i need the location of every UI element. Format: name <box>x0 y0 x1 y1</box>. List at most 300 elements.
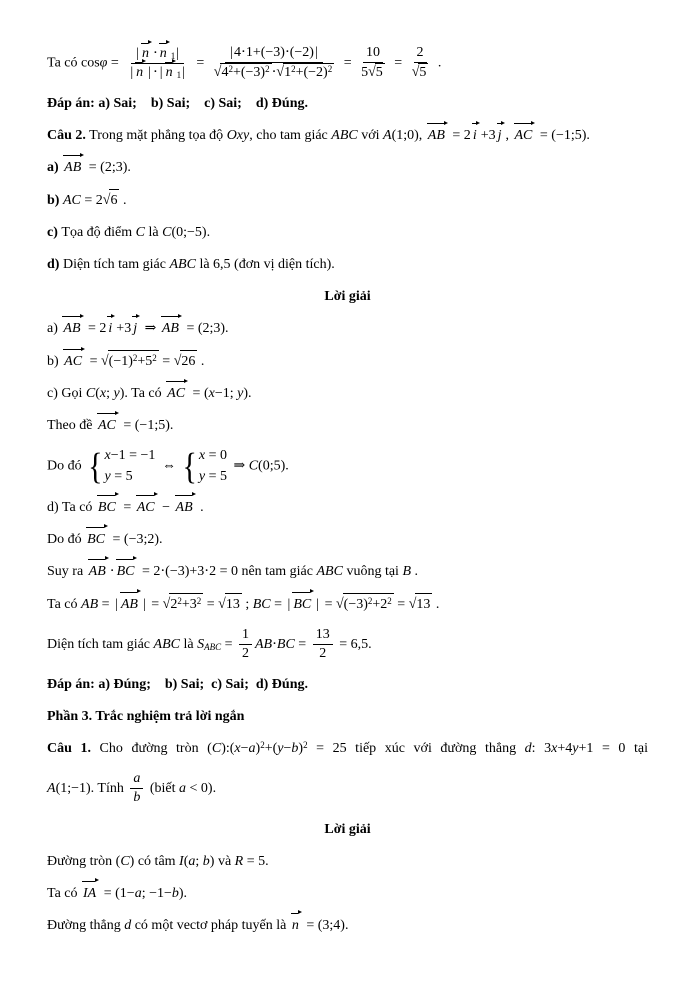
text-run: − <box>158 499 174 515</box>
square-root <box>412 65 429 80</box>
math-variable: A <box>47 781 56 797</box>
text-run: ⇔ <box>158 458 180 474</box>
fraction <box>130 770 143 807</box>
bold-text: Lời giải <box>324 821 371 837</box>
subscript <box>204 642 221 652</box>
math-variable: I <box>179 853 184 869</box>
text-run: = 2 <box>80 193 103 209</box>
text-run: . <box>432 596 440 612</box>
vector-AB: AB <box>88 561 108 582</box>
math-variable: ABC <box>153 636 180 652</box>
text-run: = <box>98 596 114 612</box>
text-run: , <box>505 128 513 144</box>
text-run: . <box>434 55 442 71</box>
superscript: 2 <box>367 595 373 606</box>
math-variable: C <box>211 741 222 757</box>
text-run: ; <box>195 853 203 869</box>
text-run: Diện tích tam giác <box>47 636 154 652</box>
vector-AB: AB <box>120 594 140 615</box>
text-run: 2 <box>319 645 327 661</box>
text-run: +3 <box>181 596 197 612</box>
text-run: . <box>197 354 205 370</box>
equation-system <box>182 447 227 485</box>
math-variable: ABC <box>204 641 222 652</box>
vector-AC: AC <box>63 351 84 372</box>
fraction <box>239 626 252 663</box>
text-run: ( <box>95 386 100 402</box>
text-run: Cho đường tròn ( <box>90 741 212 757</box>
vector-AC: AC <box>514 125 535 146</box>
superscript: 2 <box>387 595 392 606</box>
solution-dot-product <box>47 561 648 582</box>
radicand <box>415 593 432 615</box>
square-root <box>368 65 385 80</box>
math-variable: a <box>133 771 141 787</box>
text-run: +3 <box>116 321 132 337</box>
text-run: = <box>203 596 219 612</box>
text-run: = 25 tiếp xúc với đường thẳng <box>307 741 525 757</box>
denominator <box>358 63 388 82</box>
square-root <box>218 597 242 612</box>
text-run: = <box>390 55 406 71</box>
text-run: (0;5). <box>258 458 289 474</box>
text-run: ) <box>255 741 261 757</box>
answer-previous-question <box>47 93 648 114</box>
fraction <box>358 44 388 82</box>
text-run: = (2;3). <box>182 321 229 337</box>
text-run: ⋅ <box>271 65 277 81</box>
solution-b <box>47 350 648 372</box>
bold-text: a) <box>47 160 63 176</box>
text-run: b) <box>47 354 63 370</box>
superscript: 2 <box>132 353 138 364</box>
square-root <box>101 354 159 369</box>
text-run: với <box>357 128 384 144</box>
text-run: 5 <box>361 65 369 81</box>
fraction <box>125 45 190 82</box>
text-run: = <box>107 55 123 71</box>
vector-BC: BC <box>116 561 137 582</box>
fraction <box>211 44 337 82</box>
math-variable: R <box>234 853 244 869</box>
text-run: +(−3) <box>232 65 266 81</box>
math-variable: C <box>85 386 96 402</box>
radical-sign-icon: √ <box>368 64 376 81</box>
numerator <box>313 626 333 645</box>
denominator <box>409 63 432 82</box>
bold-text: c) <box>47 225 62 241</box>
math-variable: a <box>134 885 142 901</box>
text-run: ) có tâm <box>129 853 180 869</box>
text-run: Diện tích tam giác <box>62 257 170 273</box>
superscript: 2 <box>291 64 296 75</box>
system-row <box>199 468 227 486</box>
vector-n: n <box>159 45 169 63</box>
square-root <box>276 65 334 80</box>
vector-BC: BC <box>292 594 313 615</box>
system-rows <box>199 447 227 485</box>
vector-n: n <box>165 64 175 82</box>
text-run: ):( <box>221 741 235 757</box>
math-variable: y <box>104 468 111 484</box>
solution-normal-vector <box>47 915 648 936</box>
vector-j: j <box>497 125 504 146</box>
text-run: ). <box>178 885 188 901</box>
text-run: có một vectơ pháp tuyến là <box>131 917 290 933</box>
text-run: +(−2) <box>295 65 328 81</box>
absolute-value <box>113 594 148 615</box>
math-variable: y <box>113 386 120 402</box>
vector-n: n <box>135 64 145 82</box>
math-variable: x <box>551 741 558 757</box>
square-root <box>163 597 204 612</box>
text-run: −1; <box>214 386 238 402</box>
vector-BC: BC <box>97 497 118 518</box>
math-variable: C <box>162 225 172 241</box>
math-variable: a <box>248 741 256 757</box>
text-run: = <box>158 354 174 370</box>
text-run: 4⋅1+(−3)⋅(−2) <box>234 45 314 60</box>
radical-sign-icon: √ <box>408 596 417 613</box>
math-variable: x <box>208 386 215 402</box>
text-run: Do đó <box>47 531 86 547</box>
math-variable: b <box>291 741 299 757</box>
math-variable: b <box>202 853 210 869</box>
math-variable: Oxy <box>226 128 250 144</box>
text-run: a) <box>47 321 62 337</box>
text-run: ⋅ <box>272 636 277 652</box>
text-run: Đường tròn ( <box>47 853 121 869</box>
equation-system <box>88 447 155 485</box>
math-variable: b <box>133 790 141 806</box>
math-variable: ABC <box>331 128 358 144</box>
radicand <box>220 63 271 82</box>
fraction <box>409 44 432 82</box>
math-variable: AC <box>62 193 81 209</box>
text-run: ; −1− <box>141 885 172 901</box>
radical-sign-icon: √ <box>173 354 182 370</box>
square-root <box>174 354 198 369</box>
text-run: (1;−1). Tính <box>55 781 128 797</box>
bold-text: Câu 2. <box>47 128 86 144</box>
square-root <box>103 193 120 208</box>
radical-sign-icon: √ <box>276 64 285 81</box>
vector-i: i <box>472 125 479 146</box>
text-run: ⋅ <box>152 45 158 61</box>
text-run: 5 <box>419 65 427 81</box>
text-run: = <box>221 636 236 652</box>
text-run: ⇒ <box>229 458 249 474</box>
text-run: ) và <box>209 853 235 869</box>
vector-AC: AC <box>136 497 157 518</box>
radicand <box>225 593 242 615</box>
vector-AC: AC <box>97 415 118 436</box>
bold-text: Lời giải <box>324 289 371 305</box>
math-variable: A <box>383 128 392 144</box>
math-variable: C <box>120 853 130 869</box>
text-run: (−1) <box>108 354 133 370</box>
text-run: ( <box>183 853 189 869</box>
solution-circle-center <box>47 851 648 872</box>
text-run: = <box>119 499 135 515</box>
text-run: ⋅ <box>152 64 158 80</box>
bold-text: Đáp án: a) Đúng; b) Sai; c) Sai; d) Đúng. <box>47 677 308 693</box>
solution-c <box>47 383 648 404</box>
text-run: (−3) <box>343 596 368 612</box>
radical-sign-icon: √ <box>218 596 226 613</box>
text-run: là <box>145 225 163 241</box>
text-run: 26 <box>181 354 196 370</box>
system-rows <box>105 447 156 485</box>
text-run: = 2 <box>448 128 471 144</box>
formula-cos-phi <box>47 44 648 82</box>
math-variable: y <box>277 741 284 757</box>
subscript: 1 <box>176 69 182 80</box>
bold-text: Câu 1. <box>47 741 91 757</box>
radicand <box>169 593 203 615</box>
math-variable: y <box>198 468 206 484</box>
text-run: ⋅ <box>109 563 115 579</box>
square-root <box>214 65 272 80</box>
text-run: Ta có cos <box>47 55 100 71</box>
math-variable: BC <box>276 636 295 652</box>
text-run: = (−1;5). <box>119 418 174 434</box>
text-run: = 2⋅(−3)+3⋅2 = 0 nên tam giác <box>138 563 317 579</box>
vector-AB: AB <box>161 318 181 339</box>
text-run: −1 = −1 <box>110 448 156 464</box>
text-run: = ( <box>189 386 209 402</box>
text-run: 2 <box>170 596 178 612</box>
absolute-value <box>286 594 322 615</box>
text-run: = <box>393 596 409 612</box>
math-variable: y <box>572 741 579 757</box>
math-variable: AB <box>81 596 99 612</box>
square-root <box>336 597 394 612</box>
text-run: ) <box>298 741 304 757</box>
text-run: − <box>283 741 292 757</box>
text-run: vuông tại <box>342 563 403 579</box>
numerator <box>239 626 252 645</box>
radical-sign-icon: √ <box>100 354 109 370</box>
bold-text: d) <box>47 257 63 273</box>
text-run: Theo đề <box>47 418 96 434</box>
math-variable: BC <box>252 596 271 612</box>
math-variable: AB <box>255 636 273 652</box>
math-variable: x <box>234 741 241 757</box>
text-run: = 6,5. <box>335 636 372 652</box>
text-run: Do đó <box>47 458 86 474</box>
denominator <box>239 645 252 663</box>
vector-j: j <box>132 318 139 339</box>
numerator <box>363 44 383 63</box>
math-variable: d <box>524 741 532 757</box>
radical-sign-icon: √ <box>335 596 344 613</box>
radical-sign-icon: √ <box>213 64 222 81</box>
text-run: = (3;4). <box>302 917 349 933</box>
bold-text: b) <box>47 193 63 209</box>
math-variable: B <box>402 563 411 579</box>
math-variable: x <box>198 448 206 464</box>
text-run: , cho tam giác <box>249 128 332 144</box>
text-run: d) Ta có <box>47 499 96 515</box>
text-run: = 5. <box>243 853 269 869</box>
text-run: 1 <box>284 65 292 81</box>
fraction <box>313 626 333 663</box>
math-variable: y <box>237 386 244 402</box>
text-run: = 2 <box>84 321 107 337</box>
text-run: = (−1;5). <box>536 128 590 144</box>
radicand <box>109 189 119 211</box>
text-run: = (2;3). <box>85 160 131 176</box>
superscript: 2 <box>327 64 333 75</box>
text-run: Đường thẳng <box>47 917 125 933</box>
text-run: +3 <box>480 128 496 144</box>
text-run: = 0 <box>205 448 227 464</box>
text-run: = <box>340 55 356 71</box>
math-variable: ABC <box>169 257 196 273</box>
text-run: − <box>240 741 249 757</box>
solution-theo-de <box>47 415 648 436</box>
denominator <box>125 64 190 82</box>
text-run: +4 <box>557 741 573 757</box>
math-variable: a <box>188 853 196 869</box>
bold-text: Đáp án: a) Sai; b) Sai; c) Sai; d) Đúng. <box>47 96 308 112</box>
text-run: . <box>119 193 127 209</box>
subscript: 1 <box>170 50 176 61</box>
text-run: ). Ta có <box>119 386 166 402</box>
denominator <box>211 63 337 82</box>
vector-AB: AB <box>427 125 447 146</box>
text-run: 10 <box>365 45 380 60</box>
text-run: 6 <box>110 193 118 209</box>
text-run: ). <box>243 386 252 402</box>
math-variable: x <box>104 448 111 464</box>
phan3-heading <box>47 706 648 727</box>
text-run: . <box>411 563 418 579</box>
left-brace-icon: { <box>182 445 197 487</box>
bold-text: Phần 3. Trắc nghiệm trả lời ngắn <box>47 709 245 725</box>
text-run: Suy ra <box>47 563 87 579</box>
text-run: 1 <box>242 626 249 642</box>
absolute-value <box>228 44 320 62</box>
denominator <box>130 789 143 807</box>
text-run: +2 <box>372 596 388 612</box>
math-variable: x <box>99 386 107 402</box>
cau1-header <box>47 738 648 759</box>
superscript: 2 <box>260 740 265 751</box>
text-run: = <box>294 636 310 652</box>
math-variable: b <box>171 885 179 901</box>
numerator <box>130 770 143 789</box>
math-variable: a <box>179 781 187 797</box>
solution-ia-vector <box>47 883 648 904</box>
radicand <box>343 593 394 615</box>
vector-IA: IA <box>82 883 98 904</box>
math-variable: ABC <box>316 563 343 579</box>
superscript: 2 <box>177 595 182 606</box>
text-run: : 3 <box>531 741 552 757</box>
statement-d <box>47 254 648 275</box>
numerator <box>414 44 427 63</box>
denominator <box>316 645 329 663</box>
radicand <box>108 350 159 372</box>
text-run: 13 <box>315 626 330 642</box>
math-variable: φ <box>99 55 108 71</box>
left-brace-icon: { <box>88 445 103 487</box>
system-row <box>105 447 156 465</box>
solution-lengths <box>47 593 648 615</box>
text-run: 5 <box>375 65 383 81</box>
text-run: +5 <box>137 354 153 370</box>
solution-a <box>47 318 648 339</box>
math-variable: C <box>248 458 259 474</box>
vector-i: i <box>107 318 114 339</box>
text-run: = <box>192 55 208 71</box>
system-row <box>199 447 227 465</box>
text-run: = (−3;2). <box>109 531 163 547</box>
math-variable: d <box>124 917 132 933</box>
vector-n: n <box>141 45 151 63</box>
vector-AC: AC <box>166 383 187 404</box>
absolute-value <box>128 64 153 82</box>
loi-giai-heading-2 <box>47 819 648 840</box>
radicand <box>418 63 428 82</box>
text-run: ⇒ <box>141 321 160 337</box>
text-run: +1 = 0 tại <box>578 741 648 757</box>
text-run: 4 <box>221 65 229 81</box>
text-run: c) Gọi <box>47 386 86 402</box>
vector-n: n <box>291 915 301 936</box>
text-run: = (1− <box>100 885 135 901</box>
text-run: = <box>86 354 101 370</box>
solution-d <box>47 497 648 518</box>
text-run: . <box>196 499 204 515</box>
text-run: là 6,5 (đơn vị diện tích). <box>195 257 335 273</box>
text-run: = <box>270 596 286 612</box>
vector-AB: AB <box>175 497 195 518</box>
text-run: < 0). <box>186 781 217 797</box>
loi-giai-heading-1 <box>47 286 648 307</box>
solution-area <box>47 626 648 663</box>
superscript: 2 <box>303 740 308 751</box>
text-run: (0;−5). <box>171 225 211 241</box>
text-run: Trong mặt phẳng tọa độ <box>85 128 227 144</box>
solution-bc-value <box>47 529 648 550</box>
math-variable: C <box>135 225 145 241</box>
radicand <box>283 63 334 82</box>
numerator <box>225 44 323 63</box>
vector-AB: AB <box>62 318 82 339</box>
superscript: 2 <box>265 64 270 75</box>
radical-sign-icon: √ <box>411 64 420 81</box>
answer-cau2 <box>47 674 648 695</box>
text-run: = <box>147 596 163 612</box>
text-run: = 5 <box>110 468 133 484</box>
text-run: = 5 <box>205 468 227 484</box>
text-run: +( <box>264 741 278 757</box>
superscript: 2 <box>228 64 233 75</box>
superscript: 2 <box>152 353 157 364</box>
text-run: Ta có <box>47 885 82 901</box>
absolute-value <box>158 64 187 82</box>
text-run: 13 <box>416 596 431 612</box>
vector-BC: BC <box>86 529 107 550</box>
text-run: (1;0), <box>391 128 426 144</box>
superscript: 2 <box>196 595 202 606</box>
cau2-header <box>47 125 648 146</box>
statement-b <box>47 189 648 211</box>
statement-a <box>47 157 648 178</box>
